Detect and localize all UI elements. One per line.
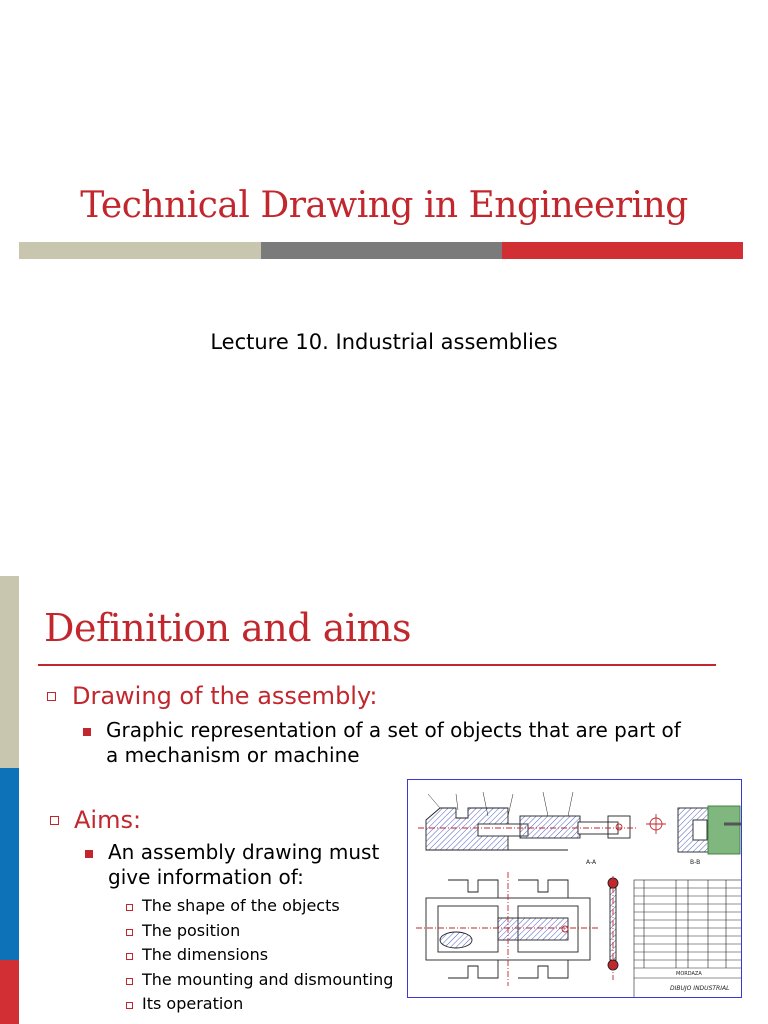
section-view-a: [418, 792, 638, 850]
drawing-part-name: MORDAZA: [676, 971, 702, 977]
side-bar-middle: [0, 768, 19, 960]
section-label-b: B-B: [690, 859, 701, 866]
bullet-point: The shape of the objects: [142, 896, 340, 915]
heading-rule: [38, 664, 716, 666]
assembly-drawing-image: [407, 779, 742, 998]
bullet-small-icon: [126, 904, 133, 911]
bullet-filled-icon: [85, 850, 93, 858]
bullet-filled-icon: [83, 728, 91, 736]
bullet-point: The mounting and dismounting: [142, 970, 394, 989]
accent-bar-right: [502, 242, 743, 259]
section-label-a: A-A: [586, 859, 597, 866]
drawing-caption: DIBUJO INDUSTRIAL: [670, 985, 730, 992]
bullet-text: give information of:: [108, 865, 304, 889]
slide-heading: Definition and aims: [44, 606, 412, 650]
bullet-text: Graphic representation of a set of objects that are part of: [106, 718, 681, 742]
content-slide: [0, 576, 768, 1024]
cut-off-bullet: [106, 1012, 114, 1024]
bullet-text: a mechanism or machine: [106, 743, 360, 767]
plan-view: [416, 872, 600, 986]
accent-bar-left: [19, 242, 261, 259]
bullet-heading: Aims:: [74, 806, 142, 834]
bullet-small-icon: [126, 929, 133, 936]
title-block: [634, 880, 742, 998]
slide-subtitle: Lecture 10. Industrial assemblies: [210, 330, 558, 354]
accent-bar-middle: [261, 242, 502, 259]
assembly-drawing-svg: [408, 780, 742, 998]
slide-title: Technical Drawing in Engineering: [80, 185, 688, 226]
bullet-square-icon: [50, 816, 59, 825]
side-bar-bottom: [0, 960, 19, 1024]
bullet-text: An assembly drawing must: [108, 840, 380, 864]
bullet-point: The position: [142, 921, 241, 940]
bullet-square-icon: [47, 692, 56, 701]
section-view-b: [646, 806, 742, 854]
bullet-heading: Drawing of the assembly:: [72, 682, 378, 710]
handle-part: [608, 876, 618, 980]
side-bar-top: [0, 576, 19, 768]
bullet-point: Its operation: [142, 994, 244, 1013]
bullet-small-icon: [126, 1002, 133, 1009]
bullet-small-icon: [126, 978, 133, 985]
bullet-point: The dimensions: [142, 945, 269, 964]
bullet-small-icon: [126, 953, 133, 960]
